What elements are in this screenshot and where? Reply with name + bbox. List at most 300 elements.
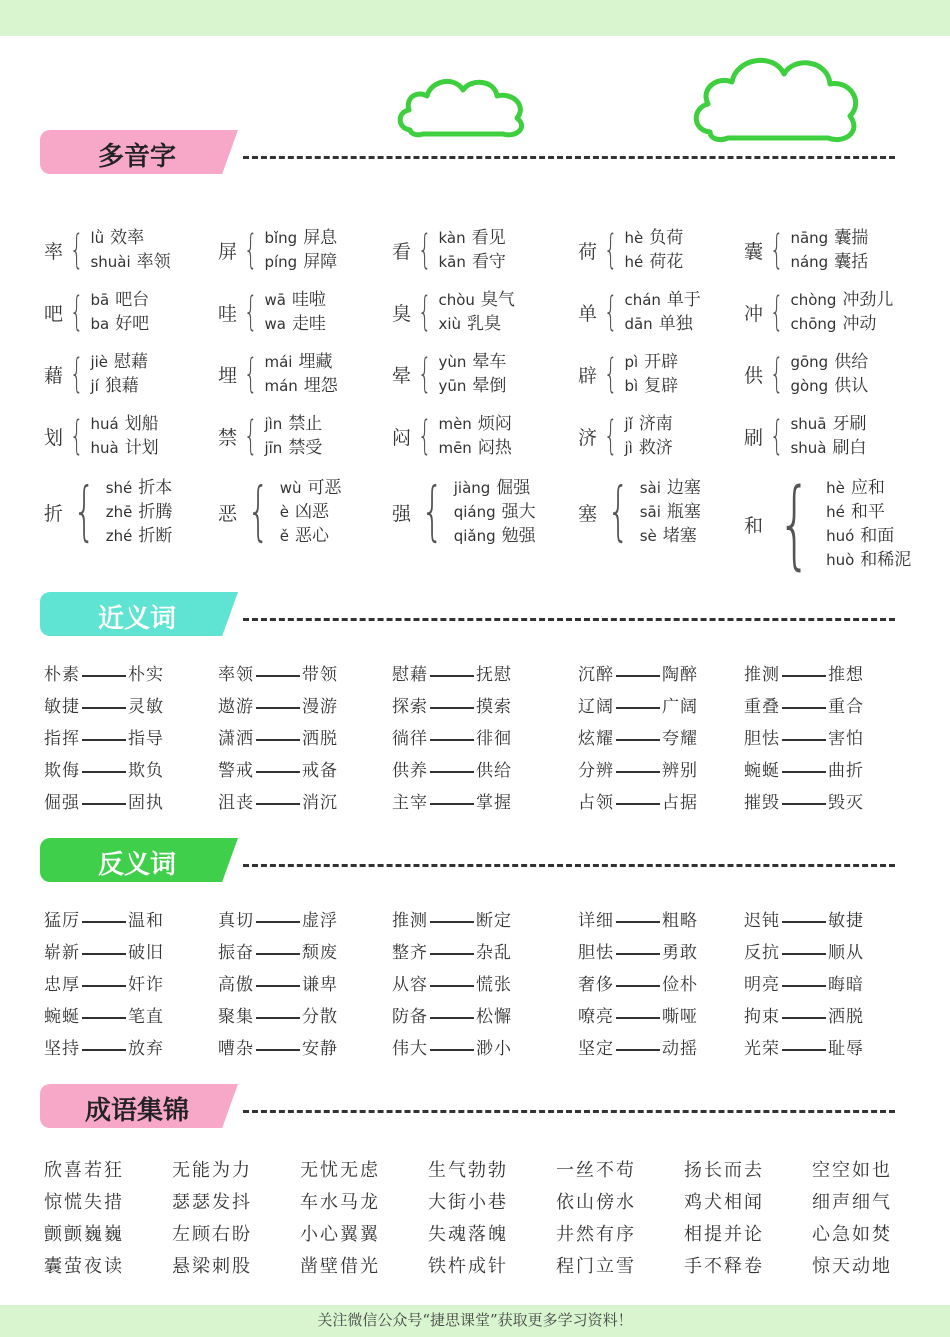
reading-line: [624, 288, 700, 312]
polyphonic-char: 和: [744, 514, 764, 537]
word-b: 松懈: [476, 1007, 512, 1027]
pinyin: zhē: [105, 503, 133, 521]
word-b: 动摇: [662, 1039, 698, 1059]
brace-icon: {: [603, 227, 618, 273]
footer-note: 关注微信公众号“捷思课堂”获取更多学习资料！: [317, 1311, 633, 1329]
example-word: 和面: [860, 526, 895, 546]
reading-line: [106, 524, 173, 548]
word-b: 朴实: [128, 665, 164, 685]
word-a: 振奋: [218, 943, 254, 963]
brace-icon: {: [69, 351, 84, 397]
idiom-item: 依山傍水: [556, 1192, 636, 1213]
example-word: 供认: [834, 376, 869, 396]
example-word: 好吧: [115, 314, 150, 334]
dash-line: [82, 1017, 126, 1019]
antonym-pair: [392, 970, 512, 995]
dash-line: [616, 739, 660, 741]
dash-line: [256, 739, 300, 741]
word-a: 探索: [392, 697, 428, 717]
polyphonic-char: 荷: [578, 240, 598, 263]
example-word: 复辟: [644, 376, 679, 396]
antonym-pair: [578, 1002, 698, 1027]
polyphonic-char: 冲: [744, 302, 764, 325]
reading-line: [640, 524, 701, 548]
word-b: 广阔: [662, 697, 698, 717]
reading-line: [624, 350, 678, 374]
reading-line: [280, 524, 342, 548]
pinyin: wù: [279, 479, 302, 497]
pinyin: sài: [639, 479, 661, 497]
word-b: 曲折: [828, 761, 864, 781]
pinyin: nāng: [790, 229, 829, 247]
word-a: 沉醉: [578, 665, 614, 685]
word-a: 推测: [392, 911, 428, 931]
polyphonic-char: 藉: [44, 364, 64, 387]
pinyin: náng: [790, 253, 829, 271]
brace-icon: {: [417, 351, 432, 397]
idiom-item: 悬梁刺股: [172, 1256, 252, 1277]
example-word: 屏障: [303, 252, 338, 272]
example-word: 开辟: [644, 352, 679, 372]
word-b: 洒脱: [302, 729, 338, 749]
polyphonic-char: 禁: [218, 426, 238, 449]
reading-line: [90, 226, 170, 250]
dash-line: [782, 1017, 826, 1019]
reading-line: [90, 374, 148, 398]
reading-line: [90, 436, 158, 460]
dash-line: [782, 921, 826, 923]
polyphonic-char: 强: [392, 502, 412, 525]
polyphonic-char: 单: [578, 302, 598, 325]
idiom-item: 细声细气: [812, 1192, 892, 1213]
word-b: 分散: [302, 1007, 338, 1027]
example-word: 划船: [124, 414, 159, 434]
word-a: 倔强: [44, 793, 80, 813]
word-b: 慌张: [476, 975, 512, 995]
antonym-pair: [392, 906, 512, 931]
brace-icon: {: [607, 475, 630, 549]
idiom-item: 无能为力: [172, 1160, 252, 1181]
pinyin: gōng: [790, 353, 829, 371]
pinyin: chōng: [790, 315, 837, 333]
dash-line: [256, 953, 300, 955]
word-a: 分辨: [578, 761, 614, 781]
antonym-pair: [218, 1034, 338, 1059]
word-a: 沮丧: [218, 793, 254, 813]
synonym-pair: [744, 724, 864, 749]
pinyin: qiǎng: [453, 527, 496, 545]
reading-line: [90, 288, 149, 312]
word-a: 整齐: [392, 943, 428, 963]
brace-icon: {: [777, 468, 812, 580]
pinyin: chòu: [438, 291, 475, 309]
synonym-pair: [218, 660, 338, 685]
synonym-pair: [392, 788, 512, 813]
pinyin: mán: [264, 377, 298, 395]
pinyin: xiù: [438, 315, 462, 333]
pinyin: jì: [624, 439, 633, 457]
pinyin: chán: [624, 291, 661, 309]
dash-line: [782, 707, 826, 709]
pinyin: wa: [264, 315, 286, 333]
polyphonic-entry: [44, 412, 159, 460]
word-a: 徜徉: [392, 729, 428, 749]
polyphonic-char: 划: [44, 426, 64, 449]
word-b: 供给: [476, 761, 512, 781]
pinyin: yùn: [438, 353, 467, 371]
synonym-pair: [392, 692, 512, 717]
polyphonic-entry: [44, 226, 171, 274]
pinyin: kān: [438, 253, 466, 271]
pinyin: lǜ: [90, 229, 105, 247]
example-word: 走哇: [291, 314, 326, 334]
polyphonic-entry: [392, 412, 512, 460]
word-a: 忠厚: [44, 975, 80, 995]
brace-icon: {: [69, 227, 84, 273]
reading-line: [624, 412, 672, 436]
brace-icon: {: [243, 413, 258, 459]
dash-line: [430, 675, 474, 677]
reading-line: [280, 476, 342, 500]
word-b: 放弃: [128, 1039, 164, 1059]
dash-line: [82, 675, 126, 677]
polyphonic-entry: [218, 412, 322, 460]
idiom-item: 空空如也: [812, 1160, 892, 1181]
reading-line: [624, 250, 683, 274]
brace-icon: {: [69, 413, 84, 459]
polyphonic-char: 哇: [218, 302, 238, 325]
polyphonic-char: 臭: [392, 302, 412, 325]
example-word: 瓶塞: [666, 502, 701, 522]
word-b: 辨别: [662, 761, 698, 781]
word-a: 摧毁: [744, 793, 780, 813]
polyphonic-char: 率: [44, 240, 64, 263]
idiom-item: 凿壁借光: [300, 1256, 380, 1277]
pinyin: kàn: [438, 229, 466, 247]
example-word: 计划: [124, 438, 159, 458]
idiom-item: 欣喜若狂: [44, 1160, 124, 1181]
pinyin: sè: [639, 527, 657, 545]
dash-line: [616, 707, 660, 709]
polyphonic-entry: [44, 350, 148, 398]
brace-icon: {: [417, 227, 432, 273]
example-word: 边塞: [666, 478, 701, 498]
pinyin: qiáng: [453, 503, 496, 521]
synonym-pair: [578, 724, 698, 749]
word-a: 供养: [392, 761, 428, 781]
reading-line: [280, 500, 342, 524]
idiom-item: 囊萤夜读: [44, 1256, 124, 1277]
reading-line: [826, 524, 911, 548]
reading-line: [264, 350, 337, 374]
word-a: 明亮: [744, 975, 780, 995]
reading-line: [790, 436, 866, 460]
synonym-pair: [578, 660, 698, 685]
word-b: 笔直: [128, 1007, 164, 1027]
pinyin: shuā: [790, 415, 827, 433]
section-divider: [243, 864, 895, 867]
word-b: 奸诈: [128, 975, 164, 995]
reading-line: [438, 250, 505, 274]
synonym-pair: [392, 724, 512, 749]
word-a: 慰藉: [392, 665, 428, 685]
pinyin: jiàng: [453, 479, 491, 497]
antonym-pair: [218, 906, 338, 931]
brace-icon: {: [421, 475, 444, 549]
reading-line: [264, 436, 322, 460]
pinyin: mēn: [438, 439, 472, 457]
section-divider: [243, 618, 895, 621]
idiom-item: 心急如焚: [812, 1224, 892, 1245]
idiom-section-title: 成语集锦: [85, 1096, 190, 1126]
dash-line: [782, 953, 826, 955]
dash-line: [430, 707, 474, 709]
pinyin: bì: [624, 377, 639, 395]
reading-line: [438, 312, 514, 336]
reading-line: [264, 412, 322, 436]
top-band: [0, 0, 950, 36]
word-b: 重合: [828, 697, 864, 717]
antonym-pair: [44, 1002, 164, 1027]
example-word: 臭气: [480, 290, 515, 310]
pinyin: ě: [279, 527, 289, 545]
word-a: 胆怯: [578, 943, 614, 963]
example-word: 屏息: [303, 228, 338, 248]
polyphonic-entry: [578, 476, 701, 548]
polyphonic-char: 囊: [744, 240, 764, 263]
example-word: 囊括: [834, 252, 869, 272]
word-b: 带领: [302, 665, 338, 685]
antonym-pair: [744, 1034, 864, 1059]
word-a: 从容: [392, 975, 428, 995]
reading-line: [90, 412, 158, 436]
pinyin: huò: [826, 551, 855, 569]
pinyin: huá: [90, 415, 119, 433]
word-b: 耻辱: [828, 1039, 864, 1059]
polyphonic-char: 塞: [578, 502, 598, 525]
idiom-item: 手不释卷: [684, 1256, 764, 1277]
word-a: 炫耀: [578, 729, 614, 749]
polyphonic-entry: [218, 226, 337, 274]
antonym-pair: [744, 938, 864, 963]
antonym-pair: [44, 1034, 164, 1059]
dash-line: [82, 985, 126, 987]
dash-line: [782, 675, 826, 677]
example-word: 折腾: [138, 502, 173, 522]
pinyin: wā: [264, 291, 286, 309]
polyphonic-char: 辟: [578, 364, 598, 387]
polyphonic-entry: [218, 288, 326, 336]
reading-line: [106, 500, 173, 524]
idiom-item: 井然有序: [556, 1224, 636, 1245]
antonym-pair: [218, 970, 338, 995]
synonym-pair: [44, 660, 164, 685]
example-word: 和平: [850, 502, 885, 522]
idiom-item: 左顾右盼: [172, 1224, 252, 1245]
polyphonic-entry: [218, 476, 342, 548]
idiom-item: 失魂落魄: [428, 1224, 508, 1245]
dash-line: [82, 739, 126, 741]
word-a: 崭新: [44, 943, 80, 963]
synonym-pair: [218, 692, 338, 717]
synonym-pair: [744, 756, 864, 781]
reading-line: [454, 524, 536, 548]
pinyin: hé: [826, 503, 845, 521]
reading-line: [826, 548, 911, 572]
polyphonic-entry: [44, 288, 149, 336]
synonym-pair: [44, 692, 164, 717]
example-word: 折断: [138, 526, 173, 546]
example-word: 供给: [834, 352, 869, 372]
polyphonic-entry: [744, 288, 893, 336]
dash-line: [256, 771, 300, 773]
polyphonic-char: 吧: [44, 302, 64, 325]
pinyin: è: [279, 503, 289, 521]
word-a: 主宰: [392, 793, 428, 813]
pinyin: chòng: [790, 291, 837, 309]
word-a: 迟钝: [744, 911, 780, 931]
polyphonic-entry: [744, 468, 912, 580]
brace-icon: {: [769, 227, 784, 273]
word-a: 拘束: [744, 1007, 780, 1027]
polyphonic-char: 供: [744, 364, 764, 387]
reading-line: [264, 374, 337, 398]
word-a: 蜿蜒: [744, 761, 780, 781]
reading-line: [790, 312, 893, 336]
brace-icon: {: [243, 289, 258, 335]
example-word: 囊揣: [834, 228, 869, 248]
example-word: 烦闷: [477, 414, 512, 434]
word-b: 害怕: [828, 729, 864, 749]
antonym-pair: [218, 938, 338, 963]
example-word: 狼藉: [104, 376, 139, 396]
word-a: 光荣: [744, 1039, 780, 1059]
dash-line: [616, 1049, 660, 1051]
word-b: 谦卑: [302, 975, 338, 995]
example-word: 慰藉: [114, 352, 149, 372]
antonym-pair: [392, 1002, 512, 1027]
example-word: 倔强: [496, 478, 531, 498]
reading-line: [90, 312, 149, 336]
synonym-pair: [218, 756, 338, 781]
reading-line: [790, 250, 868, 274]
polyphonic-entry: [44, 476, 172, 548]
word-b: 消沉: [302, 793, 338, 813]
word-b: 毁灭: [828, 793, 864, 813]
polyphonic-entry: [578, 412, 673, 460]
polyphonic-char: 济: [578, 426, 598, 449]
dash-line: [82, 953, 126, 955]
antonym-pair: [578, 938, 698, 963]
example-word: 凶恶: [294, 502, 329, 522]
pinyin: jìn: [264, 415, 283, 433]
pinyin: jīn: [264, 439, 283, 457]
dash-line: [430, 953, 474, 955]
word-b: 安静: [302, 1039, 338, 1059]
pinyin: bā: [90, 291, 110, 309]
pinyin: dān: [624, 315, 653, 333]
example-word: 乳臭: [467, 314, 502, 334]
reading-line: [640, 476, 701, 500]
example-word: 牙刷: [832, 414, 867, 434]
polyphonic-entry: [218, 350, 338, 398]
pinyin: gòng: [790, 377, 829, 395]
reading-line: [438, 436, 511, 460]
polyphonic-char: 看: [392, 240, 412, 263]
synonym-pair: [44, 724, 164, 749]
example-word: 强大: [501, 502, 536, 522]
idiom-item: 鸡犬相闻: [684, 1192, 764, 1213]
word-b: 固执: [128, 793, 164, 813]
reading-line: [264, 226, 337, 250]
pinyin: huó: [826, 527, 855, 545]
dash-line: [616, 953, 660, 955]
synonym-section-title: 近义词: [98, 604, 177, 634]
example-word: 率领: [136, 252, 171, 272]
word-b: 指导: [128, 729, 164, 749]
pinyin: shuà: [790, 439, 827, 457]
example-word: 埋藏: [298, 352, 333, 372]
dash-line: [782, 985, 826, 987]
idiom-item: 生气勃勃: [428, 1160, 508, 1181]
cloud-icon: [688, 46, 866, 150]
example-word: 救济: [638, 438, 673, 458]
word-a: 辽阔: [578, 697, 614, 717]
word-b: 渺小: [476, 1039, 512, 1059]
word-a: 反抗: [744, 943, 780, 963]
word-a: 防备: [392, 1007, 428, 1027]
dash-line: [782, 771, 826, 773]
dash-line: [82, 803, 126, 805]
dash-line: [616, 803, 660, 805]
example-word: 看守: [471, 252, 506, 272]
example-word: 可恶: [307, 478, 342, 498]
idiom-item: 大街小巷: [428, 1192, 508, 1213]
dash-line: [616, 675, 660, 677]
cloud-icon: [395, 72, 535, 144]
example-word: 济南: [638, 414, 673, 434]
reading-line: [624, 436, 672, 460]
pinyin: hè: [826, 479, 845, 497]
reading-line: [264, 312, 325, 336]
polyphonic-entry: [392, 476, 536, 548]
dash-line: [256, 921, 300, 923]
antonym-pair: [744, 1002, 864, 1027]
word-b: 虚浮: [302, 911, 338, 931]
word-b: 洒脱: [828, 1007, 864, 1027]
idiom-item: 车水马龙: [300, 1192, 380, 1213]
dash-line: [256, 707, 300, 709]
antonym-pair: [392, 1034, 512, 1059]
synonym-pair: [392, 660, 512, 685]
polyphonic-char: 埋: [218, 364, 238, 387]
synonym-pair: [44, 788, 164, 813]
word-a: 朴素: [44, 665, 80, 685]
dash-line: [430, 985, 474, 987]
synonym-pair: [392, 756, 512, 781]
word-a: 嘈杂: [218, 1039, 254, 1059]
brace-icon: {: [769, 413, 784, 459]
reading-line: [438, 226, 505, 250]
dash-line: [430, 739, 474, 741]
word-a: 伟大: [392, 1039, 428, 1059]
dash-line: [430, 771, 474, 773]
word-a: 嘹亮: [578, 1007, 614, 1027]
section-divider: [243, 1110, 895, 1113]
polyphonic-entry: [392, 288, 515, 336]
polyphonic-entry: [744, 226, 868, 274]
reading-line: [624, 312, 700, 336]
